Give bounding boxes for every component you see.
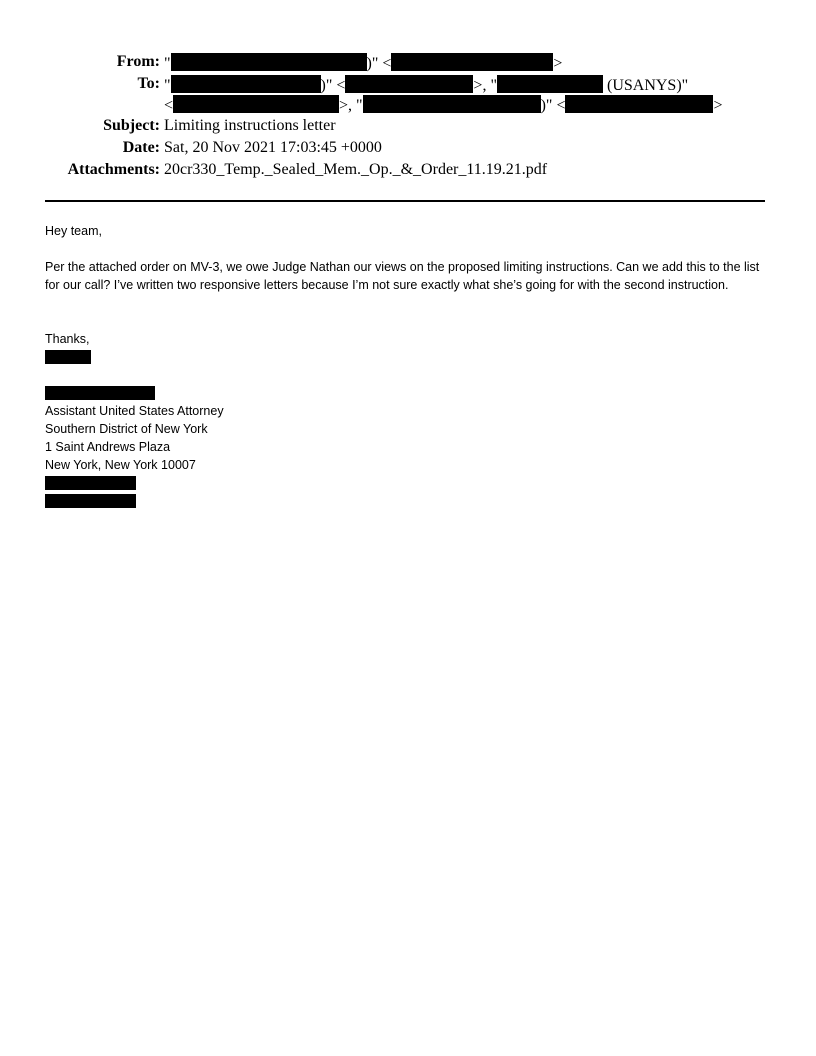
redaction-block: [345, 75, 473, 93]
to2-open: <: [164, 97, 174, 114]
signature-city: New York, New York 10007: [45, 458, 196, 472]
closing: Thanks,: [45, 332, 90, 346]
from-quote-close: >: [553, 55, 563, 72]
signature-title: Assistant United States Attorney: [45, 404, 224, 418]
subject-label: Subject:: [103, 117, 160, 134]
redaction-block: [497, 75, 603, 93]
to-value-line1: [164, 75, 688, 95]
to2-mid: )" <: [540, 97, 566, 114]
redaction-block: [171, 53, 367, 71]
to2-close: >: [713, 97, 723, 114]
from-value: [164, 53, 562, 73]
signature-phone-redaction: [45, 476, 136, 490]
redaction-block: [363, 95, 541, 113]
redaction-block: [565, 95, 713, 113]
message-paragraph: Per the attached order on MV-3, we owe Judge Nathan our views on the proposed limiting instructions. Can we add this to the list for our call? I’ve written two responsive letters because I’m not sure exactly what she’s going for with the second instruction.: [45, 260, 760, 292]
sender-name-redaction: [45, 350, 91, 364]
to-usanys: (USANYS)": [602, 77, 689, 94]
from-label: From:: [116, 53, 160, 70]
to2-sep: >, ": [339, 97, 363, 114]
date-label: Date:: [122, 139, 160, 156]
attachments-label: Attachments:: [67, 161, 160, 178]
greeting: Hey team,: [45, 224, 102, 238]
to-value-line2: [164, 95, 723, 115]
to-quote-mid: )" <: [320, 77, 346, 94]
to-quote-sep: >, ": [473, 77, 497, 94]
redaction-block: [173, 95, 339, 113]
to-quote-open: ": [164, 77, 171, 94]
signature-office: Southern District of New York: [45, 422, 208, 436]
attachments-value: 20cr330_Temp._Sealed_Mem._Op._&_Order_11.19.21.pdf: [164, 161, 548, 178]
from-quote-open: ": [164, 55, 171, 72]
subject-value: Limiting instructions letter: [164, 117, 336, 134]
from-quote-mid: )" <: [366, 55, 392, 72]
redaction-block: [171, 75, 321, 93]
signature-email-redaction: [45, 494, 136, 508]
redaction-block: [391, 53, 553, 71]
header-divider: [45, 200, 765, 202]
date-value: Sat, 20 Nov 2021 17:03:45 +0000: [164, 139, 382, 156]
signature-name-redaction: [45, 386, 155, 400]
signature-street: 1 Saint Andrews Plaza: [45, 440, 171, 454]
to-label: To:: [137, 75, 160, 92]
